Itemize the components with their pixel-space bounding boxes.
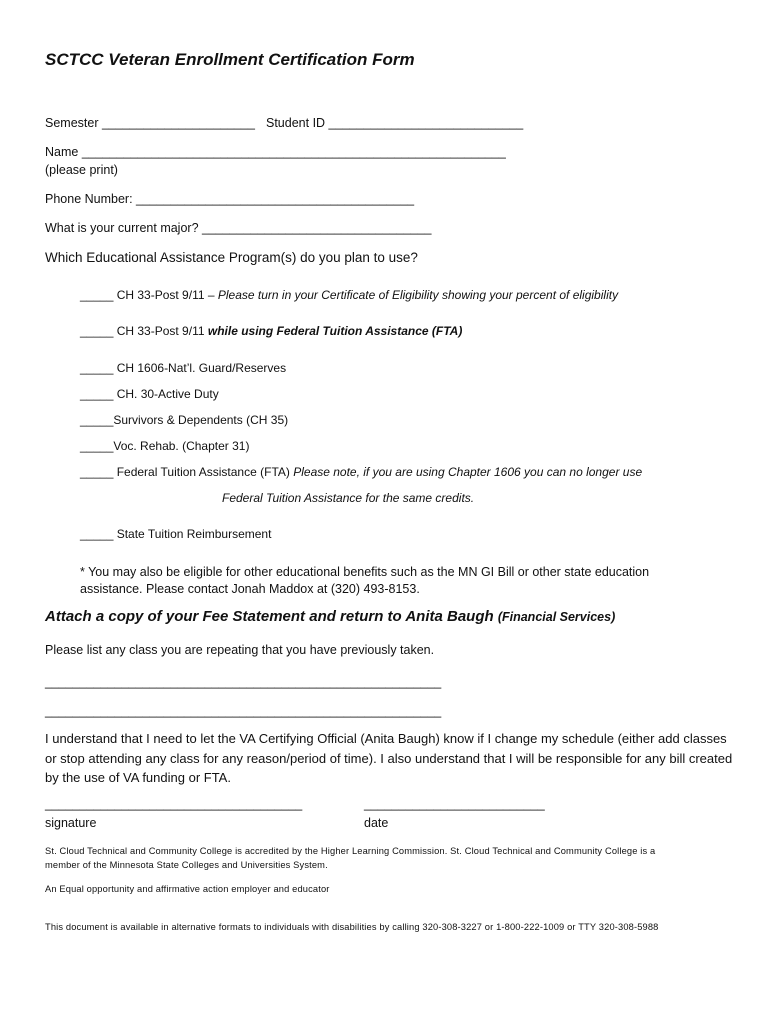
option-ch1606[interactable]: _____ CH 1606-Nat’l. Guard/Reserves — [80, 361, 287, 375]
accreditation-line-1: St. Cloud Technical and Community College is accredited by the Higher Learning Commission. St. Cloud Technical and Community College is a — [45, 846, 656, 856]
attach-main-text: Attach a copy of your Fee Statement and return to Anita Baugh — [45, 608, 498, 625]
attach-instruction — [45, 608, 615, 625]
understanding-statement: I understand that I need to let the VA Certifying Official (Anita Baugh) know if I change my schedule (either add classes or stop attending any class for any reason/period of time). I also understand that I will be responsible for any bill created by the use of VA funding or FTA. — [45, 731, 733, 785]
option-ch33-label: _____ CH 33-Post 9/11 – — [80, 288, 218, 302]
option-ch33-fta[interactable] — [80, 324, 462, 338]
option-ch35[interactable]: _____Survivors & Dependents (CH 35) — [80, 413, 289, 427]
option-fta-label: _____ Federal Tuition Assistance (FTA) — [80, 465, 294, 479]
signature-line[interactable]: _____________________________________ — [45, 797, 303, 811]
option-ch33-fta-label: _____ CH 33-Post 9/11 — [80, 324, 208, 338]
repeat-line-1[interactable]: _________________________________________________________ — [45, 675, 442, 689]
accreditation-line-2: member of the Minnesota State Colleges and Universities System. — [45, 860, 328, 870]
semester-field[interactable]: Semester ______________________ — [45, 116, 255, 130]
alternative-formats-statement: This document is available in alternative formats to individuals with disabilities by calling 320-308-3227 or 1-800-222-1009 or TTY 320-308-5988 — [45, 922, 659, 932]
repeat-prompt: Please list any class you are repeating that you have previously taken. — [45, 643, 435, 657]
please-print-note: (please print) — [45, 163, 118, 177]
option-ch31[interactable]: _____Voc. Rehab. (Chapter 31) — [80, 439, 250, 453]
name-field[interactable]: Name _____________________________________________________________ — [45, 145, 506, 159]
option-ch33-note: Please turn in your Certificate of Eligibility showing your percent of eligibility — [217, 288, 619, 302]
signature-label: signature — [45, 816, 97, 830]
date-label: date — [364, 816, 389, 830]
option-ch33-fta-note: while using Federal Tuition Assistance (FTA) — [207, 324, 463, 338]
option-ch30[interactable]: _____ CH. 30-Active Duty — [80, 387, 219, 401]
option-ch33[interactable] — [80, 288, 618, 302]
equal-opportunity-statement: An Equal opportunity and affirmative action employer and educator — [45, 884, 330, 894]
repeat-line-2[interactable]: _________________________________________________________ — [45, 704, 442, 718]
phone-field[interactable]: Phone Number: ________________________________________ — [45, 192, 415, 206]
eligibility-note: * You may also be eligible for other educational benefits such as the MN GI Bill or other state education assistance. Please contact Jonah Maddox at (320) 493-8153. — [80, 565, 650, 596]
option-fta[interactable] — [80, 465, 642, 479]
form-title: SCTCC Veteran Enrollment Certification Form — [45, 50, 415, 69]
date-line[interactable]: __________________________ — [364, 797, 545, 811]
attach-sub-text: (Financial Services) — [497, 610, 616, 624]
option-fta-note: Please note, if you are using Chapter 1606 you can no longer use — [293, 465, 643, 479]
option-state-tuition[interactable]: _____ State Tuition Reimbursement — [80, 527, 272, 541]
student-id-field[interactable]: Student ID ____________________________ — [266, 116, 524, 130]
option-fta-note-continued: Federal Tuition Assistance for the same credits. — [222, 491, 475, 505]
major-field[interactable]: What is your current major? _________________________________ — [45, 221, 432, 235]
program-question: Which Educational Assistance Program(s) do you plan to use? — [45, 250, 418, 265]
